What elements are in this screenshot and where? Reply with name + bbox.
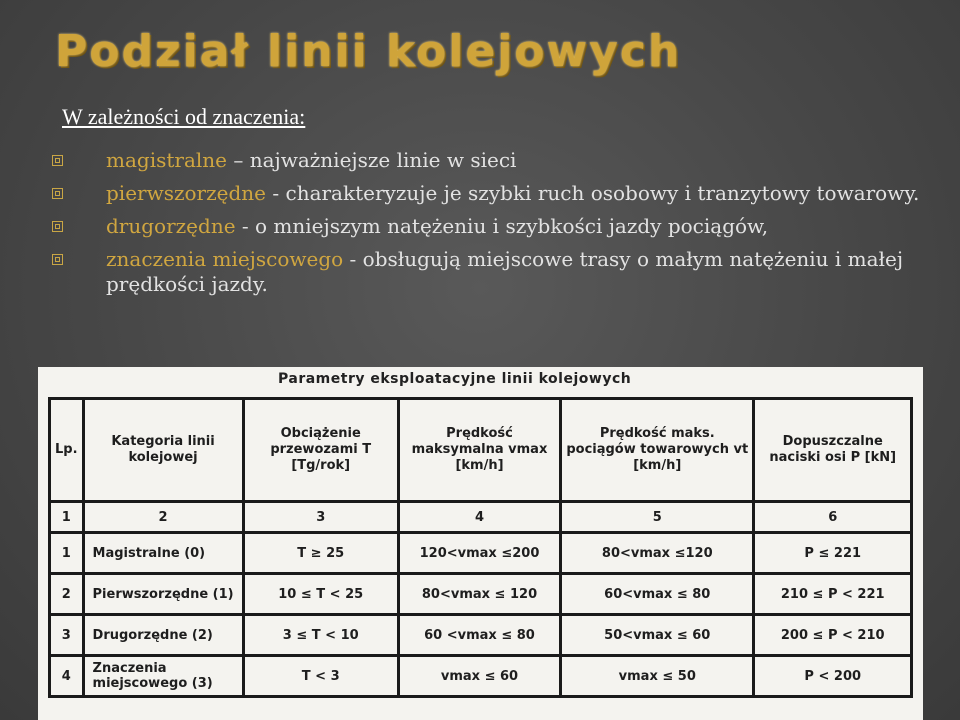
table-cell: P ≤ 221 — [754, 533, 912, 574]
table-cell: Drugorzędne (2) — [83, 615, 243, 656]
column-number: 2 — [83, 502, 243, 533]
column-number: 1 — [50, 502, 84, 533]
bullet-item — [52, 247, 922, 297]
bullet-list — [52, 148, 922, 305]
table-cell: Znaczenia miejscowego (3) — [83, 656, 243, 697]
table-cell: 60<vmax ≤ 80 — [561, 574, 754, 615]
table-cell: 80<vmax ≤120 — [561, 533, 754, 574]
table-cell: vmax ≤ 50 — [561, 656, 754, 697]
column-number: 5 — [561, 502, 754, 533]
table-header-cell: Lp. — [50, 399, 84, 502]
bullet-item — [52, 148, 922, 173]
bullet-description: – najważniejsze linie w sieci — [227, 148, 517, 172]
table-header-cell: Prędkość maksymalna vmax [km/h] — [398, 399, 560, 502]
column-number: 6 — [754, 502, 912, 533]
table-cell: 200 ≤ P < 210 — [754, 615, 912, 656]
table-header-cell: Obciążenie przewozami T [Tg/rok] — [243, 399, 398, 502]
bullet-term: magistralne — [106, 148, 227, 172]
table-row — [50, 533, 912, 574]
slide-title: Podział linii kolejowych — [55, 26, 682, 77]
table-caption: Parametry eksploatacyjne linii kolejowych — [278, 371, 632, 387]
table-header-cell: Dopuszczalne naciski osi P [kN] — [754, 399, 912, 502]
bullet-description: - obsługują miejscowe trasy o małym natężeniu i małej prędkości jazdy. — [106, 247, 904, 296]
bullet-item — [52, 181, 922, 206]
parameters-table — [48, 397, 913, 698]
table-cell: Magistralne (0) — [83, 533, 243, 574]
bullet-term: pierwszorzędne — [106, 181, 267, 205]
square-bullet-icon — [52, 254, 63, 265]
table-cell: 80<vmax ≤ 120 — [398, 574, 560, 615]
bullet-description: - charakteryzuje je szybki ruch osobowy i tranzytowy towarowy. — [266, 181, 920, 205]
scanned-table-image — [38, 367, 923, 720]
bullet-term: znaczenia miejscowego — [106, 247, 344, 271]
bullet-description: - o mniejszym natężeniu i szybkości jazdy pociągów, — [235, 214, 769, 238]
table-row — [50, 615, 912, 656]
bullet-term: drugorzędne — [106, 214, 236, 238]
square-bullet-icon — [52, 221, 63, 232]
table-cell: 4 — [50, 656, 84, 697]
table-cell: 1 — [50, 533, 84, 574]
table-row — [50, 574, 912, 615]
column-number-row — [50, 502, 912, 533]
table-cell: 210 ≤ P < 221 — [754, 574, 912, 615]
table-header-row — [50, 399, 912, 502]
column-number: 3 — [243, 502, 398, 533]
table-cell: Pierwszorzędne (1) — [83, 574, 243, 615]
table-cell: 3 — [50, 615, 84, 656]
square-bullet-icon — [52, 155, 63, 166]
table-cell: 50<vmax ≤ 60 — [561, 615, 754, 656]
section-heading: W zależności od znaczenia: — [62, 104, 306, 129]
table-cell: 60 <vmax ≤ 80 — [398, 615, 560, 656]
table-cell: T < 3 — [243, 656, 398, 697]
table-cell: T ≥ 25 — [243, 533, 398, 574]
table-header-cell: Prędkość maks. pociągów towarowych vt [km/h] — [561, 399, 754, 502]
table-cell: 120<vmax ≤200 — [398, 533, 560, 574]
table-row — [50, 656, 912, 697]
table-cell: P < 200 — [754, 656, 912, 697]
bullet-item — [52, 214, 922, 239]
table-cell: 2 — [50, 574, 84, 615]
table-cell: 10 ≤ T < 25 — [243, 574, 398, 615]
table-cell: 3 ≤ T < 10 — [243, 615, 398, 656]
column-number: 4 — [398, 502, 560, 533]
table-cell: vmax ≤ 60 — [398, 656, 560, 697]
table-header-cell: Kategoria linii kolejowej — [83, 399, 243, 502]
square-bullet-icon — [52, 188, 63, 199]
